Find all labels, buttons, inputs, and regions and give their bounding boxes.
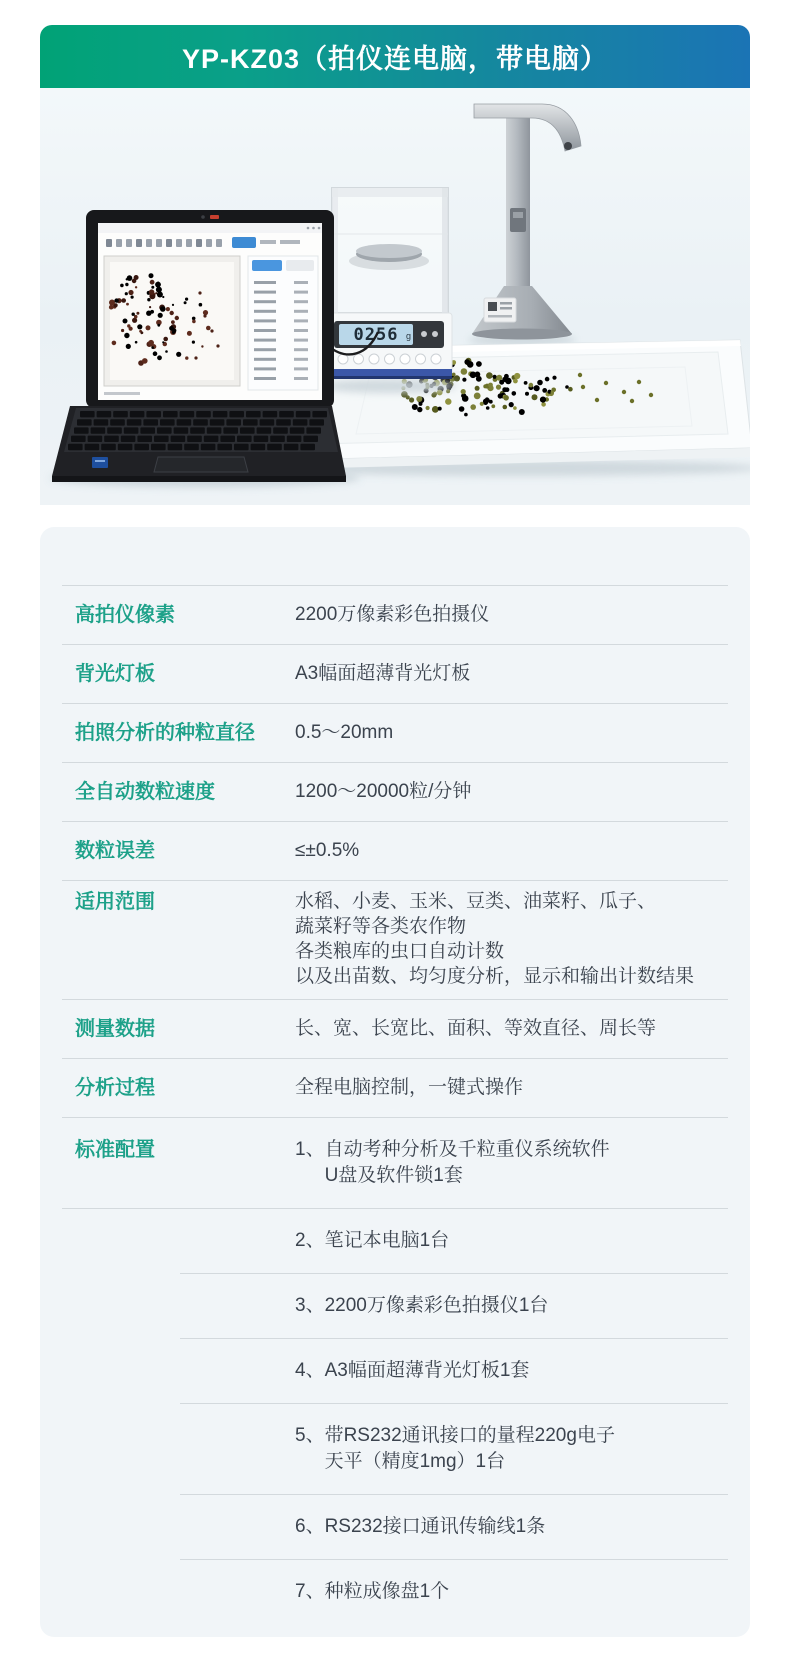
scope-line: 各类粮库的虫口自动计数 — [295, 941, 505, 962]
config-item-number: 1、 — [295, 1139, 325, 1160]
camera-lens-icon — [564, 142, 572, 150]
config-item-number: 7、 — [295, 1581, 325, 1602]
scope-line: 水稻、小麦、玉米、豆类、油菜籽、瓜子、 — [295, 891, 657, 912]
spec-value — [295, 889, 694, 989]
spec-label: 高拍仪像素 — [75, 604, 175, 626]
balance-display-value: 0256 — [353, 325, 399, 345]
spec-row-speed — [62, 763, 728, 822]
spec-value: 0.5～20mm — [295, 722, 394, 743]
config-item-number: 3、 — [295, 1295, 325, 1316]
analytical-balance — [321, 188, 457, 393]
config-item-number: 5、 — [295, 1425, 325, 1446]
product-photo-illustration — [40, 88, 750, 505]
scope-line: 以及出苗数、均匀度分析，显示和输出计数结果 — [295, 966, 695, 987]
spec-label: 测量数据 — [75, 1018, 155, 1040]
spec-label: 背光灯板 — [75, 663, 155, 685]
laptop — [50, 210, 378, 487]
spec-row-process — [62, 1059, 728, 1118]
config-item-number: 2、 — [295, 1230, 325, 1251]
config-item-text: 自动考种分析及千粒重仪系统软件 U盘及软件锁1套 — [324, 1139, 610, 1186]
spec-value: ≤±0.5% — [295, 840, 360, 861]
scope-line: 蔬菜籽等各类农作物 — [295, 916, 467, 937]
touchpad — [154, 457, 248, 472]
spec-label: 数粒误差 — [75, 840, 155, 862]
spec-row-scope — [62, 881, 728, 1000]
spec-label: 拍照分析的种粒直径 — [75, 722, 255, 744]
spec-card — [40, 527, 750, 1637]
spec-row-diameter — [62, 704, 728, 763]
document-camera — [468, 104, 581, 346]
config-item-4 — [180, 1338, 728, 1403]
config-item-7 — [180, 1559, 728, 1624]
standard-config-section — [62, 1118, 728, 1624]
page-title: YP-KZ03（拍仪连电脑，带电脑） — [181, 44, 609, 74]
config-item-1 — [62, 1118, 728, 1209]
config-item-5 — [180, 1403, 728, 1494]
product-photo — [40, 88, 750, 505]
config-item-text: 种粒成像盘1个 — [324, 1581, 450, 1602]
spec-value: A3幅面超薄背光灯板 — [295, 663, 471, 684]
spec-value: 1200～20000粒/分钟 — [295, 781, 472, 802]
spec-row-pixels — [62, 586, 728, 645]
spec-label: 分析过程 — [75, 1077, 155, 1099]
config-item-text: 2200万像素彩色拍摄仪1台 — [324, 1295, 549, 1316]
spec-row-error — [62, 822, 728, 881]
config-item-3 — [180, 1273, 728, 1338]
spec-label: 全自动数粒速度 — [75, 781, 215, 803]
config-item-number: 4、 — [295, 1360, 325, 1381]
sticker — [92, 457, 108, 468]
header-banner — [40, 25, 750, 88]
config-item-text: 笔记本电脑1台 — [324, 1230, 450, 1251]
config-item-2 — [180, 1209, 728, 1273]
spec-label: 适用范围 — [75, 891, 155, 913]
config-item-6 — [180, 1494, 728, 1559]
spec-value: 全程电脑控制，一键式操作 — [295, 1077, 524, 1098]
spec-row-backlight — [62, 645, 728, 704]
config-item-text: 带RS232通讯接口的量程220g电子 天平（精度1mg）1台 — [324, 1425, 615, 1472]
balance-display-unit: g — [406, 331, 412, 341]
spec-value: 2200万像素彩色拍摄仪 — [295, 604, 490, 625]
config-item-number: 6、 — [295, 1516, 325, 1537]
spec-row-measure — [62, 1000, 728, 1059]
config-item-text: A3幅面超薄背光灯板1套 — [324, 1360, 530, 1381]
spec-table — [62, 585, 728, 1624]
spec-label: 标准配置 — [75, 1139, 155, 1161]
webcam-icon — [201, 215, 205, 219]
config-item-text: RS232接口通讯传输线1条 — [324, 1516, 546, 1537]
spec-value: 长、宽、长宽比、面积、等效直径、周长等 — [295, 1018, 657, 1039]
